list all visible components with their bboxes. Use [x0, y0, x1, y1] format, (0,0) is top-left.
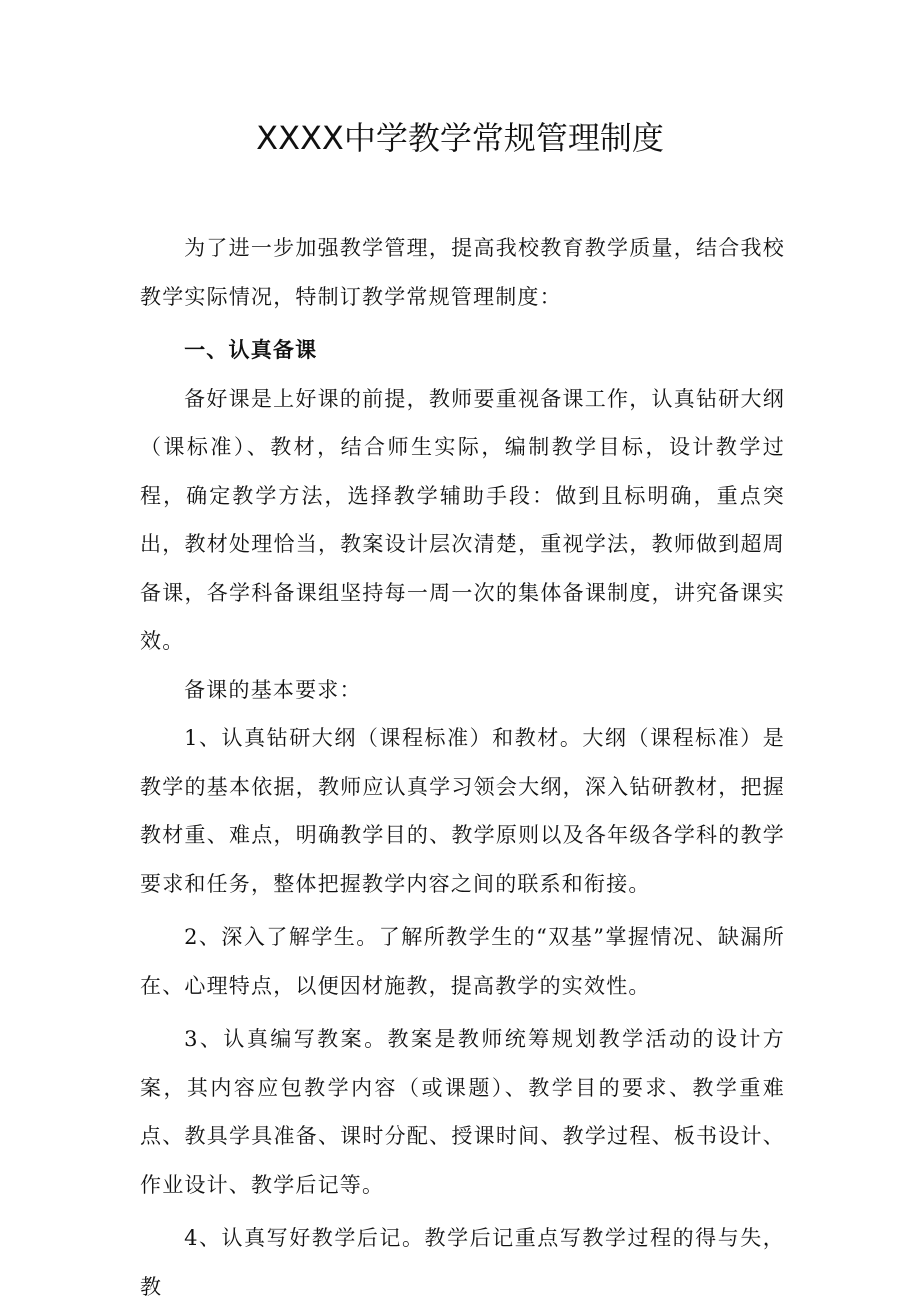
intro-paragraph: 为了进一步加强教学管理，提高我校教育教学质量，结合我校教学实际情况，特制订教学常规管理制度： [140, 236, 785, 309]
document-title: XXXX中学教学常规管理制度 [256, 119, 664, 157]
requirement-item-2: 2、深入了解学生。了解所教学生的“双基”掌握情况、缺漏所在、心理特点，以便因材施教，提高教学的实效性。 [140, 925, 785, 998]
section-paragraph: 备好课是上好课的前提，教师要重视备课工作，认真钻研大纲（课标准）、教材，结合师生实际，编制教学目标，设计教学过程，确定教学方法，选择教学辅助手段：做到且标明确，重点突出，教材处理恰当，教案设计层次清楚，重视学法，教师做到超周备课，各学科备课组坚持每一周一次的集体备课制度，讲究备课实效。 [140, 386, 785, 653]
document-body [140, 224, 785, 1311]
requirements-lead: 备课的基本要求： [184, 677, 362, 702]
requirement-item-1: 1、认真钻研大纲（课程标准）和教材。大纲（课程标准）是教学的基本依据，教师应认真学习领会大纲，深入钻研教材，把握教材重、难点，明确教学目的、教学原则以及各年级各学科的教学要求和任务，整体把握教学内容之间的联系和衔接。 [140, 726, 785, 896]
requirement-item-3: 3、认真编写教案。教案是教师统筹规划教学活动的设计方案，其内容应包教学内容（或课题）、教学目的要求、教学重难点、教具学具准备、课时分配、授课时间、教学过程、板书设计、作业设计、教学后记等。 [140, 1027, 785, 1197]
section-heading: 一、认真备课 [184, 338, 318, 362]
requirement-item-4: 4、认真写好教学后记。教学后记重点写教学过程的得与失，教 [140, 1226, 785, 1299]
